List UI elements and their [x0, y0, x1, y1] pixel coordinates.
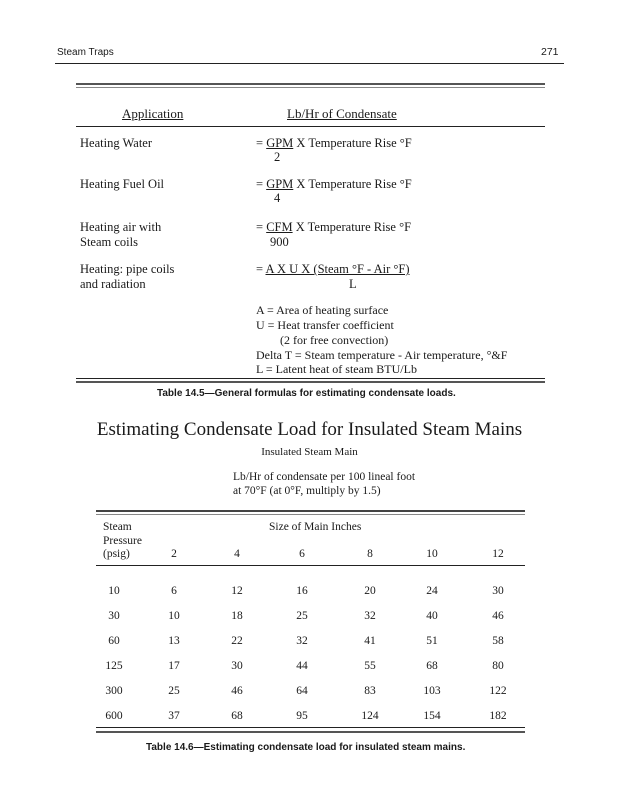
size-header-6: 6	[299, 548, 305, 560]
value-cell: 44	[296, 660, 308, 672]
value-cell: 95	[296, 710, 308, 722]
size-header-2: 2	[171, 548, 177, 560]
value-cell: 154	[423, 710, 441, 722]
value-cell: 13	[168, 635, 180, 647]
table2-top-rule-thin	[96, 514, 525, 515]
value-cell: 68	[426, 660, 438, 672]
pressure-cell: 600	[105, 710, 123, 722]
size-header-12: 12	[492, 548, 504, 560]
value-cell: 24	[426, 585, 438, 597]
value-cell: 182	[489, 710, 507, 722]
value-cell: 18	[231, 610, 243, 622]
header-rule	[55, 63, 564, 64]
value-cell: 122	[489, 685, 507, 697]
value-cell: 58	[492, 635, 504, 647]
value-cell: 6	[171, 585, 177, 597]
size-header-10: 10	[426, 548, 438, 560]
table2-bottom-rule	[96, 727, 525, 728]
value-cell: 32	[296, 635, 308, 647]
value-cell: 25	[168, 685, 180, 697]
value-cell: 83	[364, 685, 376, 697]
application-pipe-coils-line2: and radiation	[80, 277, 146, 291]
pressure-cell: 30	[108, 610, 120, 622]
table2-top-rule	[96, 510, 525, 512]
value-cell: 17	[168, 660, 180, 672]
table-14-6-note-line2: at 70°F (at 0°F, multiply by 1.5)	[233, 485, 381, 497]
table2-bottom-rule-thick	[96, 731, 525, 733]
value-cell: 41	[364, 635, 376, 647]
formula-heating-fuel-oil: = GPM X Temperature Rise °F	[256, 177, 412, 191]
running-header-section: Steam Traps	[57, 47, 114, 58]
legend-coefficient-note: (2 for free convection)	[280, 333, 389, 347]
pressure-cell: 300	[105, 685, 123, 697]
table-14-6-note-line1: Lb/Hr of condensate per 100 lineal foot	[233, 471, 416, 483]
table-bottom-rule-thick	[76, 381, 545, 383]
pressure-label-line1: Steam	[103, 521, 132, 533]
table2-header-rule	[96, 565, 525, 566]
table-14-6-caption: Table 14.6—Estimating condensate load for insulated steam mains.	[146, 742, 466, 753]
value-cell: 12	[231, 585, 243, 597]
value-cell: 16	[296, 585, 308, 597]
formula-heating-fuel-oil-divisor: 4	[274, 191, 281, 205]
value-cell: 37	[168, 710, 180, 722]
value-cell: 10	[168, 610, 180, 622]
application-heating-air: Heating air with	[80, 220, 162, 234]
value-cell: 40	[426, 610, 438, 622]
header-underline-rule	[76, 126, 545, 127]
value-cell: 22	[231, 635, 243, 647]
size-header-8: 8	[367, 548, 373, 560]
table-14-6-subtitle: Insulated Steam Main	[261, 446, 358, 458]
application-heating-air-line2: Steam coils	[80, 235, 138, 249]
value-cell: 46	[231, 685, 243, 697]
value-cell: 51	[426, 635, 438, 647]
table-bottom-rule	[76, 378, 545, 379]
table-top-rule	[76, 83, 545, 85]
table-top-rule-thin	[76, 87, 545, 88]
formula-heating-air-divisor: 900	[270, 235, 289, 249]
pressure-cell: 60	[108, 635, 120, 647]
legend-coefficient: U = Heat transfer coefficient	[256, 318, 394, 332]
value-cell: 20	[364, 585, 376, 597]
size-of-main-header: Size of Main Inches	[269, 521, 362, 533]
formula-heating-water: = GPM X Temperature Rise °F	[256, 136, 412, 150]
page-number: 271	[541, 46, 559, 58]
application-pipe-coils: Heating: pipe coils	[80, 262, 175, 276]
table-14-6-title: Estimating Condensate Load for Insulated Steam Mains	[96, 419, 523, 440]
value-cell: 32	[364, 610, 376, 622]
application-heating-fuel-oil: Heating Fuel Oil	[80, 177, 165, 191]
legend-delta-t: Delta T = Steam temperature - Air temperature, °&F	[256, 348, 508, 362]
value-cell: 46	[492, 610, 504, 622]
legend-area: A = Area of heating surface	[256, 303, 389, 317]
column-header-condensate: Lb/Hr of Condensate	[287, 106, 397, 121]
value-cell: 68	[231, 710, 243, 722]
pressure-cell: 125	[105, 660, 123, 672]
column-header-application: Application	[122, 106, 184, 121]
application-heating-water: Heating Water	[80, 136, 152, 150]
table-14-5-caption: Table 14.5—General formulas for estimating condensate loads.	[157, 388, 456, 399]
legend-latent-heat: L = Latent heat of steam BTU/Lb	[256, 362, 417, 376]
value-cell: 55	[364, 660, 376, 672]
formula-heating-water-divisor: 2	[274, 150, 281, 164]
size-header-4: 4	[234, 548, 240, 560]
value-cell: 64	[296, 685, 308, 697]
formula-pipe-coils: = A X U X (Steam °F - Air °F)	[256, 262, 410, 276]
pressure-label-line3: (psig)	[103, 548, 130, 560]
value-cell: 103	[423, 685, 441, 697]
pressure-label-line2: Pressure	[103, 535, 142, 547]
formula-heating-air: = CFM X Temperature Rise °F	[256, 220, 412, 234]
formula-pipe-coils-divisor: L	[349, 277, 357, 291]
value-cell: 25	[296, 610, 308, 622]
value-cell: 80	[492, 660, 504, 672]
value-cell: 30	[492, 585, 504, 597]
pressure-cell: 10	[108, 585, 120, 597]
value-cell: 30	[231, 660, 243, 672]
value-cell: 124	[361, 710, 379, 722]
